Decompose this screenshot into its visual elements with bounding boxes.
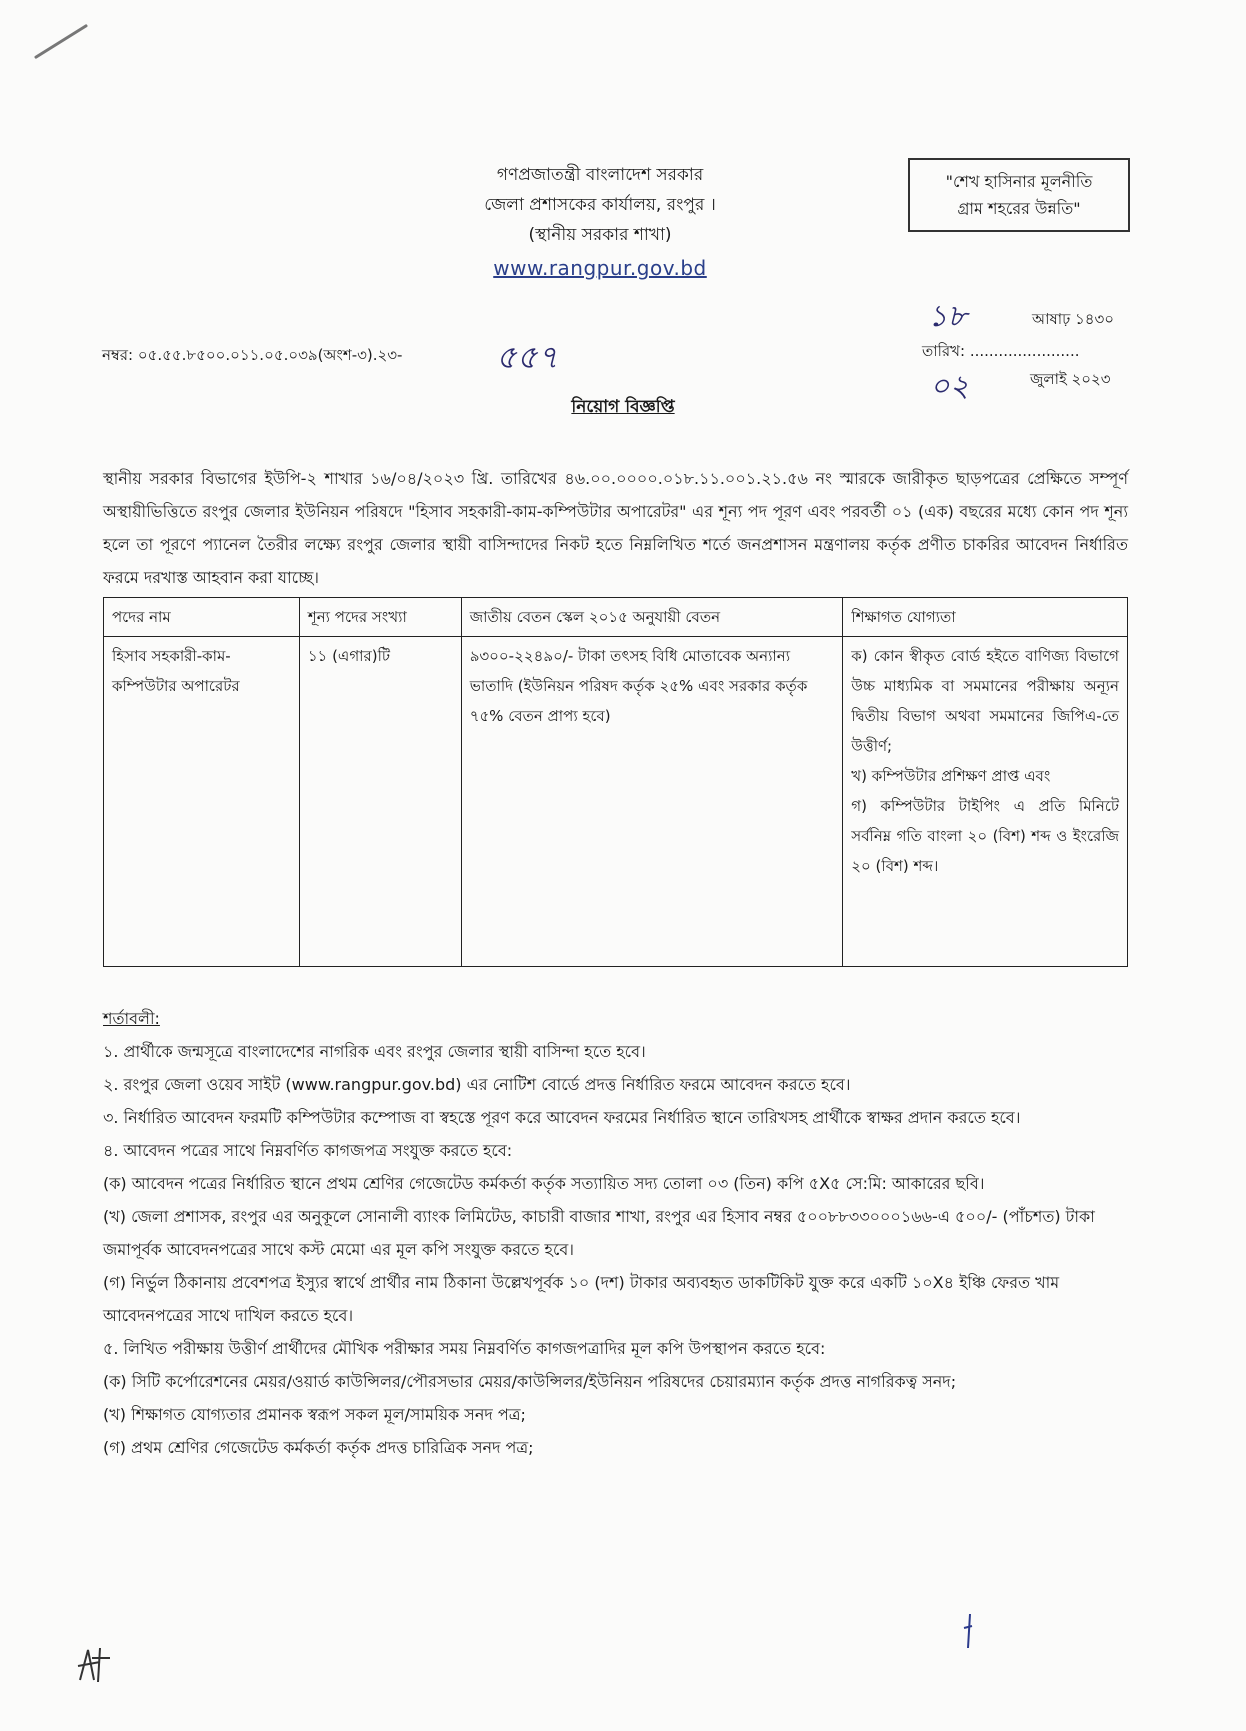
header-qualification: শিক্ষাগত যোগ্যতা bbox=[843, 598, 1128, 637]
conditions-heading: শর্তাবলী: bbox=[103, 1009, 160, 1028]
header-salary: জাতীয় বেতন স্কেল ২০১৫ অনুযায়ী বেতন bbox=[461, 598, 843, 637]
qualification-a: ক) কোন স্বীকৃত বোর্ড হইতে বাণিজ্য বিভাগে উচ্চ মাধ্যমিক বা সমমানের পরীক্ষায় অন্যূন দ্বিতীয় বিভাগ অথবা সমমানের জিপিএ-তে উত্তীর্ণ; bbox=[851, 647, 1119, 755]
condition-1: ১. প্রার্থীকে জন্মসূত্রে বাংলাদেশের নাগরিক এবং রংপুর জেলার স্থায়ী বাসিন্দা হতে হবে। bbox=[103, 1042, 646, 1061]
english-day-handwritten: ০২ bbox=[930, 369, 970, 404]
english-month: জুলাই ২০২৩ bbox=[1030, 370, 1111, 388]
memo-number: নম্বর: ০৫.৫৫.৮৫০০.০১১.০৫.০৩৯(অংশ-৩).২৩- bbox=[102, 346, 403, 364]
posts-table bbox=[103, 597, 1128, 967]
motto-line-1: "শেখ হাসিনার মূলনীতি bbox=[945, 172, 1093, 191]
motto-box bbox=[908, 158, 1130, 232]
condition-4: ৪. আবেদন পত্রের সাথে নিম্নবর্ণিত কাগজপত্র সংযুক্ত করতে হবে: bbox=[103, 1141, 513, 1160]
condition-4c: (গ) নির্ভুল ঠিকানায় প্রবেশপত্র ইস্যুর স্বার্থে প্রার্থীর নাম ঠিকানা উল্লেখপূর্বক ১০ (দশ) টাকার অব্যবহৃত ডাকটিকিট যুক্ত করে একটি ১০X৪ ইঞ্চি ফেরত খাম আবেদনপত্রের সাথে দাখিল করতে হবে। bbox=[103, 1273, 1060, 1325]
condition-3: ৩. নির্ধারিত আবেদন ফরমটি কম্পিউটার কম্পোজ বা স্বহস্তে পূরণ করে আবেদন ফরমের নির্ধারিত স্থানে তারিখসহ প্রার্থীকে স্বাক্ষর প্রদান করতে হবে। bbox=[103, 1108, 1021, 1127]
header-office: জেলা প্রশাসকের কার্যালয়, রংপুর । bbox=[484, 195, 716, 215]
condition-2: ২. রংপুর জেলা ওয়েব সাইট (www.rangpur.gov.bd) এর নোটিশ বোর্ডে প্রদত্ত নির্ধারিত ফরমে আবেদন করতে হবে। bbox=[103, 1075, 851, 1094]
header-website-link[interactable]: www.rangpur.gov.bd bbox=[493, 256, 707, 280]
office-header bbox=[420, 160, 780, 280]
header-branch: (স্থানীয় সরকার শাখা) bbox=[528, 225, 672, 245]
bangla-day-handwritten: ১৮ bbox=[928, 299, 967, 334]
condition-4b: (খ) জেলা প্রশাসক, রংপুর এর অনুকূলে সোনালী ব্যাংক লিমিটেড, কাচারী বাজার শাখা, রংপুর এর হিসাব নম্বর ৫০০৮৮৩৩০০০১৬৬-এ ৫০০/- (পাঁচশত) টাকা জমাপূর্বক আবেদনপত্রের সাথে কস্ট মেমো এর মূল কপি সংযুক্ত করতে হবে। bbox=[103, 1207, 1095, 1259]
cell-post-name: হিসাব সহকারী-কাম-কম্পিউটার অপারেটর bbox=[104, 637, 300, 967]
conditions-section bbox=[103, 1002, 1133, 1464]
condition-4a: (ক) আবেদন পত্রের নির্ধারিত স্থানে প্রথম শ্রেণির গেজেটেড কর্মকর্তা কর্তৃক সত্যায়িত সদ্য তোলা ০৩ (তিন) কপি ৫X৫ সে:মি: আকারের ছবি। bbox=[103, 1174, 985, 1193]
date-label: তারিখ: ....................... bbox=[922, 342, 1080, 360]
cell-qualification bbox=[843, 637, 1128, 967]
condition-5c: (গ) প্রথম শ্রেণির গেজেটেড কর্মকর্তা কর্তৃক প্রদত্ত চারিত্রিক সনদ পত্র; bbox=[103, 1438, 534, 1457]
condition-5a: (ক) সিটি কর্পোরেশনের মেয়র/ওয়ার্ড কাউন্সিলর/পৌরসভার মেয়র/কাউন্সিলর/ইউনিয়ন পরিষদের চেয়ারম্যান কর্তৃক প্রদত্ত নাগরিকত্ব সনদ; bbox=[103, 1372, 957, 1391]
header-govt: গণপ্রজাতন্ত্রী বাংলাদেশ সরকার bbox=[496, 165, 704, 185]
handwritten-tick-mark bbox=[958, 1610, 982, 1654]
qualification-c: গ) কম্পিউটার টাইপিং এ প্রতি মিনিটে সর্বনিম্ন গতি বাংলা ২০ (বিশ) শব্দ ও ইংরেজি ২০ (বিশ) শব্দ। bbox=[851, 797, 1119, 875]
cell-salary: ৯৩০০-২২৪৯০/- টাকা তৎসহ বিধি মোতাবেক অন্যান্য ভাতাদি (ইউনিয়ন পরিষদ কর্তৃক ২৫% এবং সরকার কর্তৃক ৭৫% বেতন প্রাপ্য হবে) bbox=[461, 637, 843, 967]
posts-table-wrap bbox=[103, 597, 1128, 967]
scan-mark bbox=[34, 24, 88, 59]
notice-title: নিয়োগ বিজ্ঞপ্তি bbox=[571, 397, 675, 417]
motto-line-2: গ্রাম শহরের উন্নতি" bbox=[957, 199, 1081, 219]
handwritten-initial-mark bbox=[70, 1640, 120, 1690]
condition-5b: (খ) শিক্ষাগত যোগ্যতার প্রমানক স্বরূপ সকল মূল/সাময়িক সনদ পত্র; bbox=[103, 1405, 526, 1424]
bangla-month: আষাঢ় ১৪৩০ bbox=[1032, 310, 1115, 328]
intro-paragraph: স্থানীয় সরকার বিভাগের ইউপি-২ শাখার ১৬/০৪/২০২৩ খ্রি. তারিখের ৪৬.০০.০০০০.০১৮.১১.০০১.২১.৫৬ নং স্মারকে জারীকৃত ছাড়পত্রের প্রেক্ষিতে সম্পূর্ণ অস্থায়ীভিত্তিতে রংপুর জেলার ইউনিয়ন পরিষদে "হিসাব সহকারী-কাম-কম্পিউটার অপারেটর" এর শূন্য পদ পূরণ এবং পরবর্তী ০১ (এক) বছরের মধ্যে কোন পদ শূন্য হলে তা পূরণে প্যানেল তৈরীর লক্ষ্যে রংপুর জেলার স্থায়ী বাসিন্দাদের নিকট হতে নিম্নলিখিত শর্তে জনপ্রশাসন মন্ত্রণালয় কর্তৃক প্রণীত চাকরির আবেদন নির্ধারিত ফরমে দরখাস্ত আহবান করা যাচ্ছে। bbox=[103, 469, 1128, 587]
table-row bbox=[104, 637, 1128, 967]
memo-number-handwritten: ৫৫৭ bbox=[496, 338, 559, 376]
header-post-name: পদের নাম bbox=[104, 598, 300, 637]
header-vacancies: শূন্য পদের সংখ্যা bbox=[299, 598, 461, 637]
qualification-b: খ) কম্পিউটার প্রশিক্ষণ প্রাপ্ত এবং bbox=[851, 767, 1051, 785]
cell-vacancies: ১১ (এগার)টি bbox=[299, 637, 461, 967]
table-header-row bbox=[104, 598, 1128, 637]
condition-5: ৫. লিখিত পরীক্ষায় উত্তীর্ণ প্রার্থীদের মৌখিক পরীক্ষার সময় নিম্নবর্ণিত কাগজপত্রাদির মূল কপি উপস্থাপন করতে হবে: bbox=[103, 1339, 826, 1358]
